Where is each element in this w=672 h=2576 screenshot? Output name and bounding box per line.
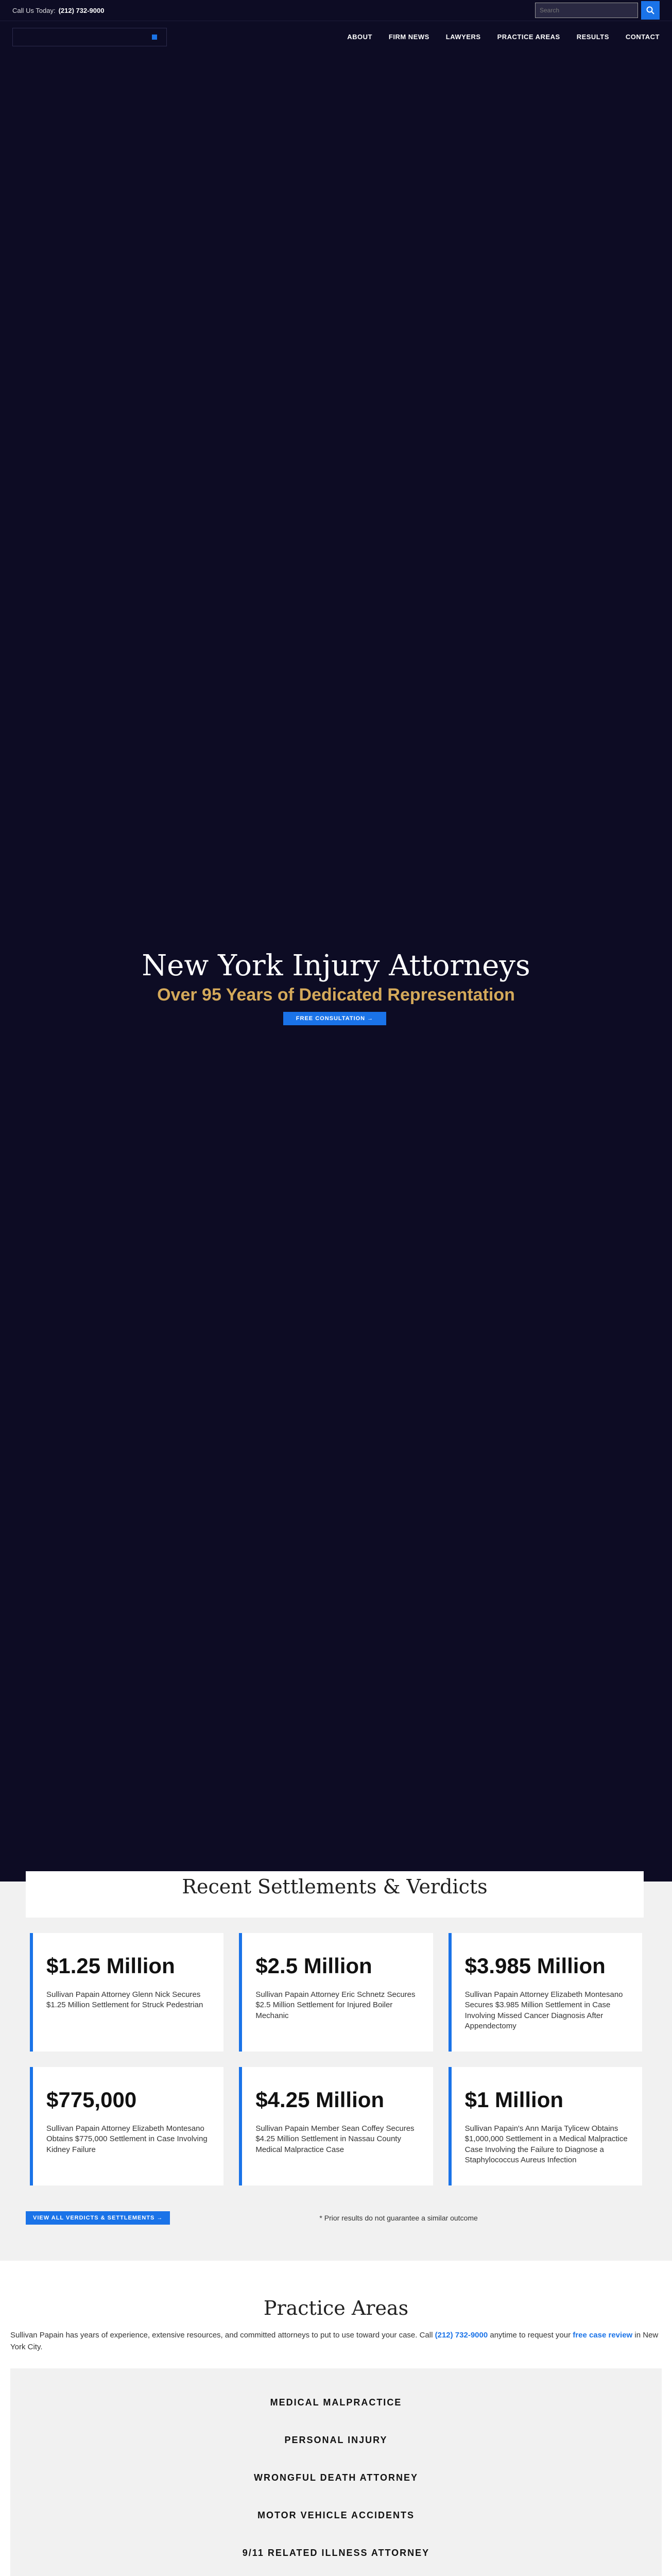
practice-area-item[interactable]: MEDICAL MALPRACTICE bbox=[270, 2397, 402, 2408]
settlement-amount: $2.5 Million bbox=[255, 1954, 372, 1978]
settlement-card[interactable] bbox=[449, 2067, 642, 2185]
search-button[interactable] bbox=[641, 1, 660, 20]
logo-mark-icon bbox=[152, 35, 157, 40]
settlement-description: Sullivan Papain Attorney Glenn Nick Secures $1.25 Million Settlement for Struck Pedestrian bbox=[46, 1990, 203, 2010]
call-label: Call Us Today: bbox=[12, 6, 56, 14]
settlement-amount: $775,000 bbox=[46, 2088, 137, 2112]
hero-subtitle: Over 95 Years of Dedicated Representation bbox=[157, 985, 515, 1005]
settlement-card[interactable] bbox=[30, 1933, 223, 2052]
nav-item-results[interactable]: RESULTS bbox=[576, 33, 609, 41]
intro-text: in New York City. bbox=[10, 2331, 659, 2351]
search-form bbox=[535, 1, 660, 20]
practice-areas-intro bbox=[10, 2330, 662, 2353]
hero-section bbox=[0, 53, 672, 1882]
top-utility-bar bbox=[0, 0, 672, 21]
practice-area-item[interactable]: PERSONAL INJURY bbox=[284, 2435, 388, 2445]
settlement-card[interactable] bbox=[449, 1933, 642, 2052]
settlement-card[interactable] bbox=[239, 2067, 433, 2185]
settlement-amount: $4.25 Million bbox=[255, 2088, 385, 2112]
settlements-grid bbox=[0, 1882, 672, 2185]
practice-areas-heading: Practice Areas bbox=[263, 2297, 409, 2319]
intro-phone-link[interactable]: (212) 732-9000 bbox=[435, 2331, 488, 2340]
settlement-description: Sullivan Papain Attorney Elizabeth Montesano Obtains $775,000 Settlement in Case Involving Kidney Failure bbox=[46, 2124, 208, 2154]
nav-item-contact[interactable]: CONTACT bbox=[625, 33, 660, 41]
settlements-heading: Recent Settlements & Verdicts bbox=[182, 1875, 488, 1898]
practice-area-item[interactable] bbox=[10, 2572, 662, 2576]
practice-areas-list bbox=[10, 2368, 662, 2576]
results-disclaimer: * Prior results do not guarantee a similar outcome bbox=[319, 2214, 478, 2222]
settlement-amount: $1.25 Million bbox=[46, 1954, 175, 1978]
hero-title: New York Injury Attorneys bbox=[142, 949, 530, 982]
settlement-amount: $1 Million bbox=[464, 2088, 564, 2112]
settlements-footer bbox=[0, 2185, 672, 2225]
intro-text: anytime to request your bbox=[490, 2331, 571, 2340]
settlement-description: Sullivan Papain's Ann Marija Tylicew Obtains $1,000,000 Settlement in a Medical Malpractice Case Involving the Failure to Diagnose a Staphylococcus Aureus Infection bbox=[464, 2124, 628, 2164]
practice-area-item[interactable]: WRONGFUL DEATH ATTORNEY bbox=[254, 2472, 418, 2483]
view-all-verdicts-button[interactable]: VIEW ALL VERDICTS & SETTLEMENTS → bbox=[26, 2211, 170, 2225]
settlements-section bbox=[0, 1875, 672, 2261]
free-consultation-button[interactable]: FREE CONSULTATION → bbox=[283, 1012, 386, 1025]
search-icon bbox=[646, 6, 654, 14]
practice-area-item[interactable]: MOTOR VEHICLE ACCIDENTS bbox=[257, 2510, 415, 2520]
nav-item-firm-news[interactable]: FIRM NEWS bbox=[388, 33, 429, 41]
settlement-description: Sullivan Papain Attorney Eric Schnetz Secures $2.5 Million Settlement for Injured Boiler Mechanic bbox=[255, 1990, 416, 2020]
intro-text: Sullivan Papain has years of experience, extensive resources, and committed attorneys to put to use toward your case. Call bbox=[10, 2331, 433, 2340]
nav-item-practice-areas[interactable]: PRACTICE AREAS bbox=[497, 33, 560, 41]
practice-area-item[interactable]: 9/11 RELATED ILLNESS ATTORNEY bbox=[242, 2548, 430, 2558]
practice-areas-section bbox=[0, 2261, 672, 2576]
site-logo[interactable] bbox=[12, 28, 167, 46]
free-case-review-link[interactable]: free case review bbox=[573, 2331, 633, 2340]
settlement-card[interactable] bbox=[30, 2067, 223, 2185]
nav-menu bbox=[331, 30, 660, 44]
nav-item-about[interactable]: ABOUT bbox=[347, 33, 372, 41]
nav-item-lawyers[interactable]: LAWYERS bbox=[445, 33, 481, 41]
settlement-description: Sullivan Papain Member Sean Coffey Secures $4.25 Million Settlement in Nassau County Medical Malpractice Case bbox=[255, 2124, 415, 2154]
main-nav bbox=[0, 21, 672, 53]
settlement-card[interactable] bbox=[239, 1933, 433, 2052]
phone-link[interactable]: (212) 732-9000 bbox=[58, 6, 105, 14]
settlement-description: Sullivan Papain Attorney Elizabeth Montesano Secures $3.985 Million Settlement in Case Involving Missed Cancer Diagnosis After Appendectomy bbox=[464, 1990, 623, 2030]
settlement-amount: $3.985 Million bbox=[464, 1954, 606, 1978]
settlements-heading-box bbox=[26, 1871, 644, 1918]
search-input[interactable] bbox=[535, 3, 638, 18]
